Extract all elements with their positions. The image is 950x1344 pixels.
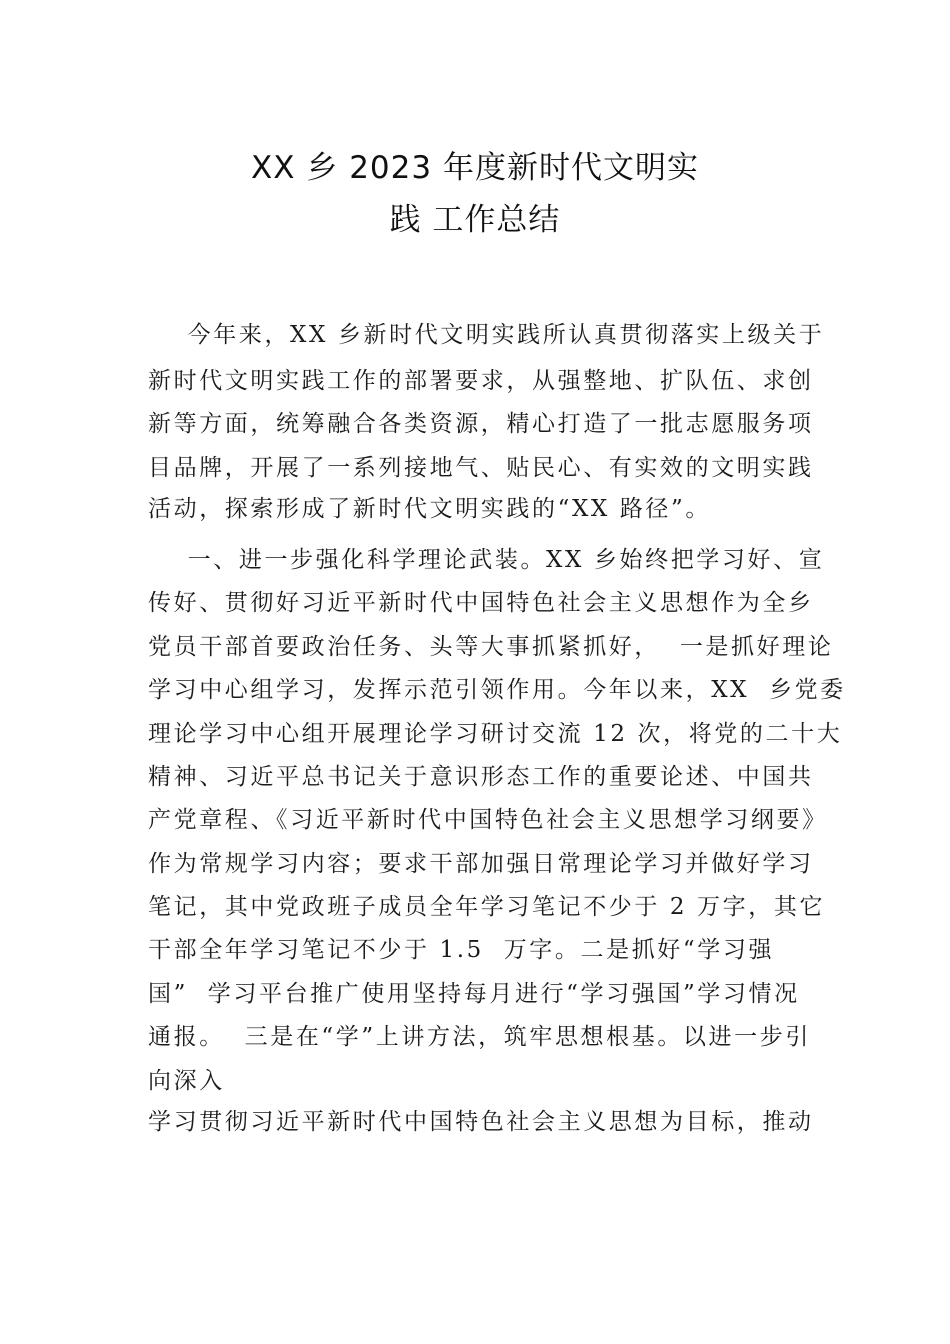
body-line: 学习中心组学习，发挥示范引领作用。今年以来，XX 乡党委: [148, 677, 846, 703]
body-line: 向深入: [148, 1068, 225, 1094]
body-line: 新等方面，统筹融合各类资源，精心打造了一批志愿服务项: [148, 411, 814, 437]
body-line: 今年来，XX 乡新时代文明实践所认真贯彻落实上级关于: [148, 322, 825, 348]
body-line: 产党章程、《习近平新时代中国特色社会主义思想学习纲要》: [148, 807, 828, 833]
body-line: 目品牌，开展了一系列接地气、贴民心、有实效的文明实践: [148, 455, 814, 481]
body-line: 学习贯彻习近平新时代中国特色社会主义思想为目标，推动: [148, 1109, 814, 1135]
body-line: 一、进一步强化科学理论武装。XX 乡始终把学习好、宣: [148, 547, 825, 573]
body-line: 新时代文明实践工作的部署要求，从强整地、扩队伍、求创: [148, 368, 814, 394]
body-line: 精神、习近平总书记关于意识形态工作的重要论述、中国共: [148, 764, 814, 790]
document-title-line-2: 践 工作总结: [389, 202, 561, 238]
body-line: 作为常规学习内容；要求干部加强日常理论学习并做好学习: [148, 851, 814, 877]
body-line: 笔记，其中党政班子成员全年学习笔记不少于 2 万字，其它: [148, 894, 826, 920]
body-line: 理论学习中心组开展理论学习研讨交流 12 次，将党的二十大: [148, 721, 843, 747]
body-line: 传好、贯彻好习近平新时代中国特色社会主义思想作为全乡: [148, 590, 814, 616]
body-line: 干部全年学习笔记不少于 1.5 万字。二是抓好“学习强: [148, 937, 775, 963]
body-line: 国” 学习平台推广使用坚持每月进行“学习强国”学习情况: [148, 981, 800, 1007]
body-line: 活动，探索形成了新时代文明实践的“XX 路径”。: [148, 496, 711, 522]
body-line: 通报。 三是在“学”上讲方法，筑牢思想根基。以进一步引: [148, 1024, 811, 1050]
document-title-line-1: XX 乡 2023 年度新时代文明实: [251, 150, 699, 186]
body-line: 党员干部首要政治任务、头等大事抓紧抓好， 一是抓好理论: [148, 634, 834, 660]
